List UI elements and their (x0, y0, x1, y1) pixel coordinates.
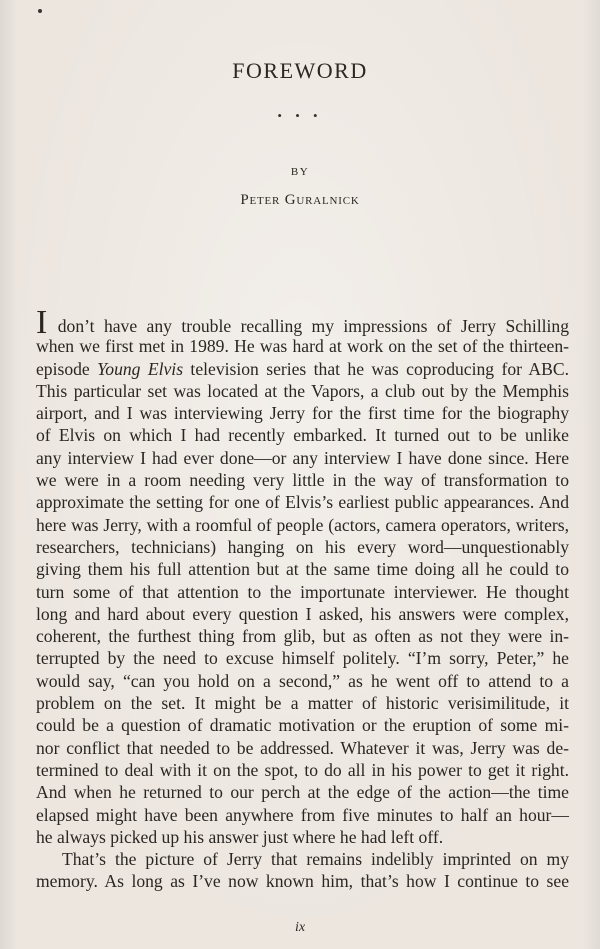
author-name: Peter Guralnick (240, 192, 360, 208)
body-line-21: termined to deal with it on the spot, to do all in his power to get it right. (36, 759, 569, 780)
body-line-26: memory. As long as I’ve now known him, that’s how I continue to see (36, 871, 569, 892)
body-line-16: terrupted by the need to excuse himself politely. “I’m sorry, Peter,” he (36, 648, 569, 669)
body-line-6: of Elvis on which I had recently embarked. It turned out to be unlike (36, 425, 569, 446)
body-line-23: elapsed might have been anywhere from five minutes to half an hour— (36, 804, 569, 825)
series-title: Young Elvis (97, 358, 184, 379)
body-line-18: problem on the set. It might be a matter of historic verisimilitude, it (36, 693, 569, 714)
body-line-7: any interview I had ever done—or any interview I have done since. Here (36, 447, 569, 468)
body-line-12: giving them his full attention but at the same time doing all he could to (36, 559, 569, 580)
body-line-24: he always picked up his answer just where he had left off. (36, 826, 444, 847)
byline-by: BY (290, 166, 310, 178)
body-line-22: And when he returned to our perch at the edge of the action—the time (36, 782, 569, 803)
body-line-11: researchers, technicians) hanging on his every word—unquestionably (36, 536, 569, 557)
body-line-20: nor conflict that needed to be addressed. Whatever it was, Jerry was de- (36, 737, 569, 758)
body-line-4: This particular set was located at the Vapors, a club out by the Memphis (36, 380, 569, 401)
body-text (36, 304, 569, 893)
paper-speck (38, 9, 42, 13)
body-line-9: approximate the setting for one of Elvis’s earliest public appearances. And (36, 492, 569, 513)
body-line-19: could be a question of dramatic motivation or the eruption of some mi- (36, 715, 569, 736)
body-line-3: episode Young Elvis television series that he was coproducing for ABC. (36, 358, 569, 379)
chapter-title: FOREWORD (232, 58, 368, 83)
page-number: ix (294, 920, 306, 935)
body-line-5: airport, and I was interviewing Jerry for the first time for the biography (36, 403, 569, 424)
body-line-2: when we first met in 1989. He was hard at work on the set of the thirteen- (36, 336, 569, 357)
body-line-14: long and hard about every question I asked, his answers were complex, (36, 603, 569, 624)
body-line-15: coherent, the furthest thing from glib, but as often as not they were in- (36, 626, 569, 647)
body-line-13: turn some of that attention to the importunate interviewer. He thought (36, 581, 569, 602)
body-line-17: would say, “can you hold on a second,” as he went off to attend to a (36, 670, 569, 691)
body-line-25: That’s the picture of Jerry that remains indelibly imprinted on my (62, 849, 569, 870)
drop-cap: I (36, 304, 48, 341)
body-line-8: we were in a room needing very little in the way of transformation to (36, 470, 569, 491)
ornament-dots: • • • (277, 108, 323, 123)
body-line-1: I don’t have any trouble recalling my impressions of Jerry Schilling (36, 304, 569, 341)
body-line-10: here was Jerry, with a roomful of people (actors, camera operators, writers, (36, 514, 569, 535)
